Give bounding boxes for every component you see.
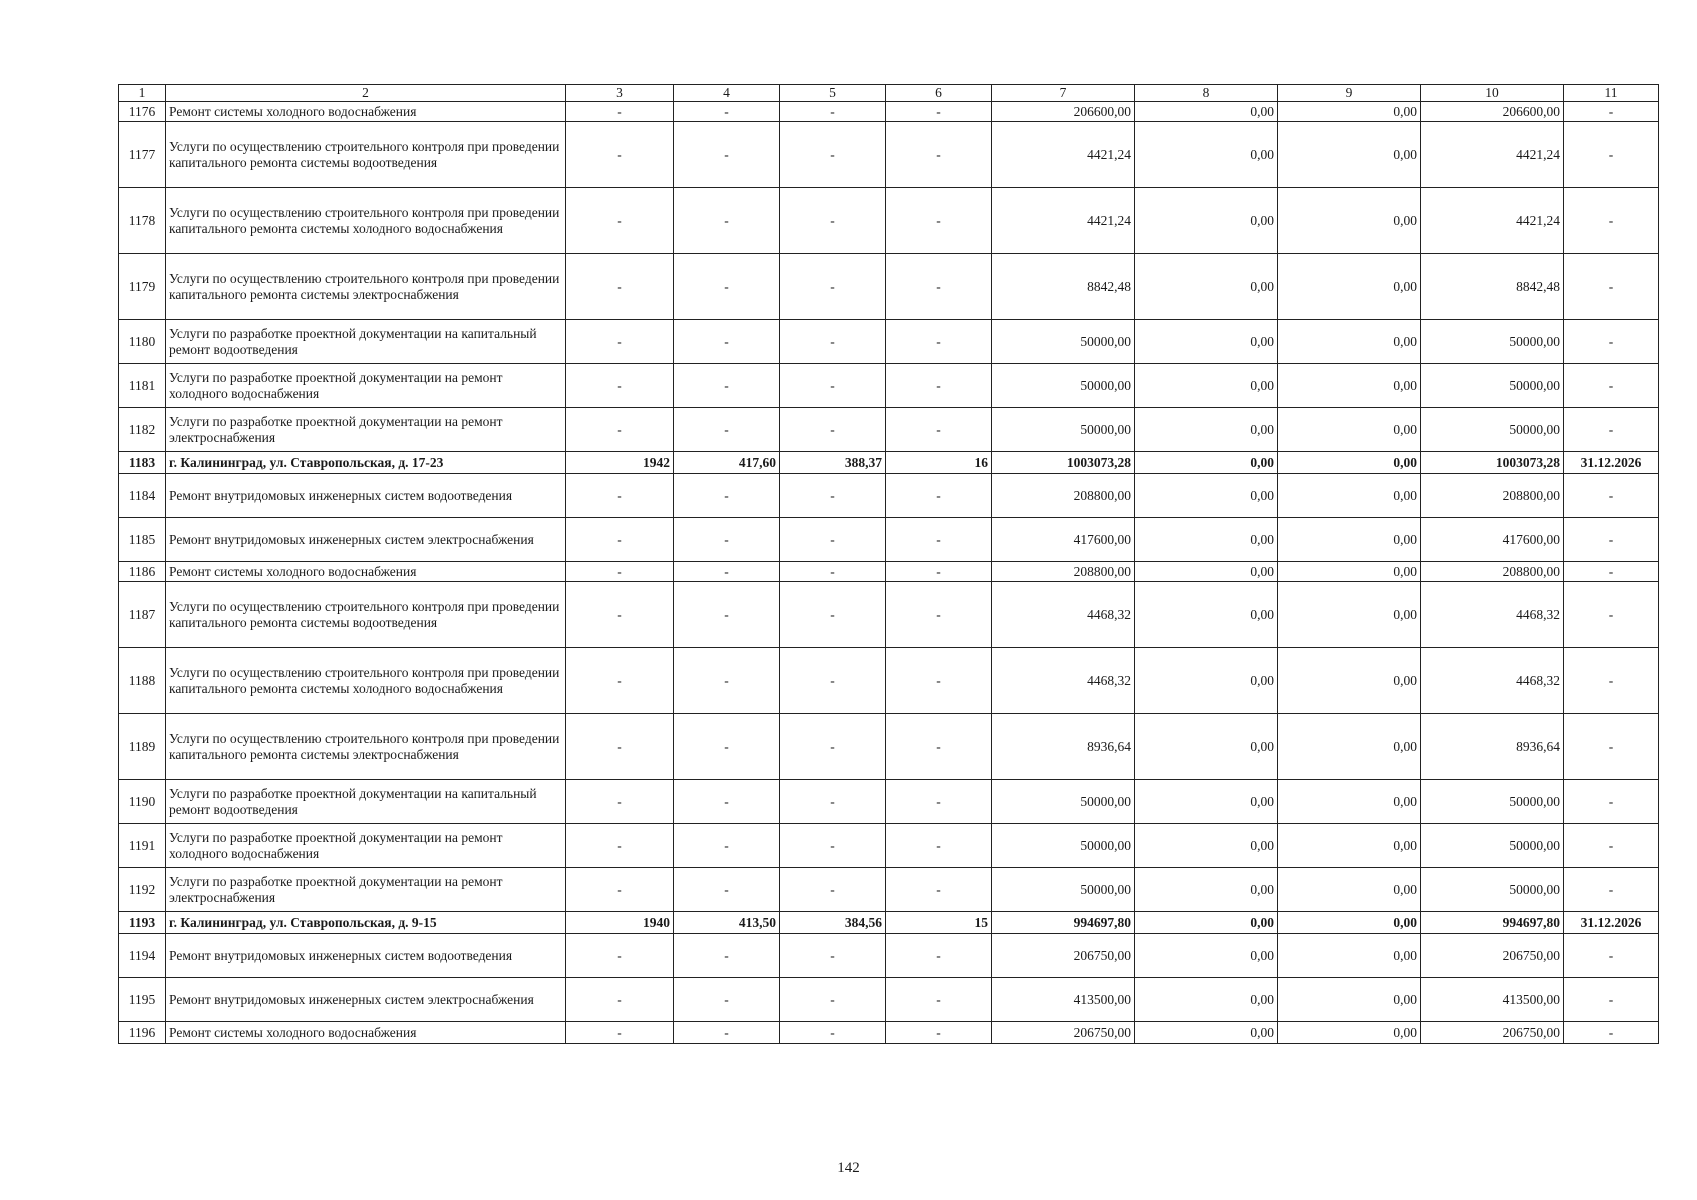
cell-fund-owners: 206600,00: [1421, 102, 1564, 122]
work-description: Услуги по осуществлению строительного контроля при проведении капитального ремонта системы электроснабжения: [166, 254, 566, 320]
table-row: [119, 408, 1659, 452]
cell-year-built: -: [566, 824, 674, 868]
cell-deadline: -: [1564, 562, 1659, 582]
cell-area-total: -: [674, 102, 780, 122]
cell-year-built: -: [566, 408, 674, 452]
row-number: 1196: [119, 1022, 166, 1044]
cell-total-cost: 4468,32: [992, 648, 1135, 714]
cell-residents: -: [886, 364, 992, 408]
cell-year-built: -: [566, 934, 674, 978]
cell-total-cost: 4421,24: [992, 188, 1135, 254]
cell-area-total: -: [674, 474, 780, 518]
cell-residents: -: [886, 824, 992, 868]
column-number: 9: [1278, 85, 1421, 102]
cell-deadline: -: [1564, 582, 1659, 648]
cell-total-cost: 4468,32: [992, 582, 1135, 648]
row-number: 1189: [119, 714, 166, 780]
cell-total-cost: 8936,64: [992, 714, 1135, 780]
cell-fund-regional: 0,00: [1278, 320, 1421, 364]
cell-fund-owners: 994697,80: [1421, 912, 1564, 934]
cell-area-total: 413,50: [674, 912, 780, 934]
cell-area-total: -: [674, 714, 780, 780]
cell-residents: -: [886, 582, 992, 648]
row-number: 1178: [119, 188, 166, 254]
cell-area-total: -: [674, 254, 780, 320]
cell-total-cost: 994697,80: [992, 912, 1135, 934]
cell-residents: -: [886, 978, 992, 1022]
cell-deadline: -: [1564, 254, 1659, 320]
cell-fund-regional: 0,00: [1278, 934, 1421, 978]
cell-deadline: -: [1564, 518, 1659, 562]
cell-deadline: -: [1564, 648, 1659, 714]
cell-total-cost: 50000,00: [992, 780, 1135, 824]
table-row: [119, 824, 1659, 868]
work-description: Ремонт внутридомовых инженерных систем электроснабжения: [166, 518, 566, 562]
cell-residents: -: [886, 1022, 992, 1044]
cell-fund-regional: 0,00: [1278, 868, 1421, 912]
cell-fund-owners: 1003073,28: [1421, 452, 1564, 474]
cell-fund-federal: 0,00: [1135, 978, 1278, 1022]
cell-fund-federal: 0,00: [1135, 320, 1278, 364]
cell-deadline: -: [1564, 364, 1659, 408]
cell-fund-owners: 50000,00: [1421, 408, 1564, 452]
cell-fund-regional: 0,00: [1278, 364, 1421, 408]
row-number: 1184: [119, 474, 166, 518]
cell-residents: -: [886, 254, 992, 320]
table-row: [119, 102, 1659, 122]
cell-area-residential: 384,56: [780, 912, 886, 934]
cell-deadline: -: [1564, 978, 1659, 1022]
cell-year-built: -: [566, 320, 674, 364]
cell-year-built: -: [566, 364, 674, 408]
cell-year-built: -: [566, 582, 674, 648]
table-row: [119, 934, 1659, 978]
cell-deadline: -: [1564, 780, 1659, 824]
row-number: 1177: [119, 122, 166, 188]
cell-area-total: -: [674, 582, 780, 648]
cell-year-built: -: [566, 102, 674, 122]
cell-residents: -: [886, 868, 992, 912]
column-number: 5: [780, 85, 886, 102]
work-description: Услуги по разработке проектной документации на капитальный ремонт водоотведения: [166, 320, 566, 364]
cell-area-total: -: [674, 934, 780, 978]
cell-area-total: -: [674, 648, 780, 714]
cell-fund-owners: 50000,00: [1421, 364, 1564, 408]
cell-total-cost: 50000,00: [992, 408, 1135, 452]
cell-fund-regional: 0,00: [1278, 518, 1421, 562]
column-number: 10: [1421, 85, 1564, 102]
address-row: [119, 452, 1659, 474]
cell-fund-federal: 0,00: [1135, 1022, 1278, 1044]
work-description: Ремонт внутридомовых инженерных систем водоотведения: [166, 474, 566, 518]
cell-area-total: -: [674, 562, 780, 582]
column-number-row: [119, 85, 1659, 102]
cell-deadline: -: [1564, 1022, 1659, 1044]
row-number: 1193: [119, 912, 166, 934]
cell-fund-federal: 0,00: [1135, 868, 1278, 912]
cell-fund-federal: 0,00: [1135, 518, 1278, 562]
cell-residents: -: [886, 934, 992, 978]
column-number: 3: [566, 85, 674, 102]
work-description: Ремонт системы холодного водоснабжения: [166, 562, 566, 582]
cell-fund-regional: 0,00: [1278, 254, 1421, 320]
register-table: [118, 84, 1659, 1044]
work-description: Услуги по осуществлению строительного контроля при проведении капитального ремонта системы холодного водоснабжения: [166, 648, 566, 714]
cell-fund-federal: 0,00: [1135, 934, 1278, 978]
cell-fund-owners: 208800,00: [1421, 474, 1564, 518]
cell-total-cost: 50000,00: [992, 824, 1135, 868]
cell-residents: -: [886, 320, 992, 364]
work-description: Услуги по осуществлению строительного контроля при проведении капитального ремонта системы водоотведения: [166, 582, 566, 648]
cell-fund-federal: 0,00: [1135, 122, 1278, 188]
page-number: 142: [837, 1160, 860, 1176]
column-number: 2: [166, 85, 566, 102]
cell-area-residential: -: [780, 364, 886, 408]
cell-fund-regional: 0,00: [1278, 562, 1421, 582]
work-description: Ремонт внутридомовых инженерных систем водоотведения: [166, 934, 566, 978]
cell-residents: -: [886, 474, 992, 518]
work-description: Услуги по разработке проектной документации на капитальный ремонт водоотведения: [166, 780, 566, 824]
cell-total-cost: 50000,00: [992, 364, 1135, 408]
cell-residents: -: [886, 102, 992, 122]
cell-total-cost: 50000,00: [992, 320, 1135, 364]
column-number: 4: [674, 85, 780, 102]
cell-year-built: -: [566, 474, 674, 518]
table-row: [119, 474, 1659, 518]
cell-fund-regional: 0,00: [1278, 582, 1421, 648]
cell-fund-owners: 50000,00: [1421, 780, 1564, 824]
cell-fund-regional: 0,00: [1278, 780, 1421, 824]
cell-area-residential: -: [780, 582, 886, 648]
cell-area-residential: -: [780, 254, 886, 320]
row-number: 1176: [119, 102, 166, 122]
cell-year-built: 1940: [566, 912, 674, 934]
cell-year-built: -: [566, 780, 674, 824]
cell-fund-federal: 0,00: [1135, 474, 1278, 518]
cell-deadline: -: [1564, 934, 1659, 978]
cell-fund-federal: 0,00: [1135, 102, 1278, 122]
cell-year-built: -: [566, 1022, 674, 1044]
cell-fund-owners: 413500,00: [1421, 978, 1564, 1022]
cell-year-built: -: [566, 562, 674, 582]
cell-deadline: -: [1564, 102, 1659, 122]
work-description: г. Калининград, ул. Ставропольская, д. 17-23: [166, 452, 566, 474]
cell-fund-federal: 0,00: [1135, 364, 1278, 408]
cell-fund-owners: 8936,64: [1421, 714, 1564, 780]
cell-fund-owners: 50000,00: [1421, 868, 1564, 912]
work-description: Услуги по осуществлению строительного контроля при проведении капитального ремонта системы электроснабжения: [166, 714, 566, 780]
cell-area-total: -: [674, 780, 780, 824]
cell-deadline: -: [1564, 824, 1659, 868]
cell-fund-federal: 0,00: [1135, 780, 1278, 824]
column-number: 8: [1135, 85, 1278, 102]
cell-deadline: -: [1564, 474, 1659, 518]
cell-area-residential: -: [780, 188, 886, 254]
cell-total-cost: 206600,00: [992, 102, 1135, 122]
cell-area-residential: -: [780, 518, 886, 562]
cell-year-built: -: [566, 518, 674, 562]
row-number: 1191: [119, 824, 166, 868]
cell-area-total: 417,60: [674, 452, 780, 474]
cell-total-cost: 8842,48: [992, 254, 1135, 320]
column-number: 11: [1564, 85, 1659, 102]
cell-deadline: -: [1564, 714, 1659, 780]
cell-year-built: -: [566, 648, 674, 714]
row-number: 1192: [119, 868, 166, 912]
row-number: 1188: [119, 648, 166, 714]
row-number: 1187: [119, 582, 166, 648]
work-description: Услуги по разработке проектной документации на ремонт холодного водоснабжения: [166, 364, 566, 408]
cell-area-residential: -: [780, 934, 886, 978]
cell-residents: -: [886, 648, 992, 714]
table-row: [119, 978, 1659, 1022]
cell-fund-federal: 0,00: [1135, 408, 1278, 452]
cell-total-cost: 417600,00: [992, 518, 1135, 562]
row-number: 1182: [119, 408, 166, 452]
cell-year-built: -: [566, 714, 674, 780]
table-row: [119, 868, 1659, 912]
table-row: [119, 714, 1659, 780]
cell-year-built: -: [566, 978, 674, 1022]
work-description: Услуги по разработке проектной документации на ремонт холодного водоснабжения: [166, 824, 566, 868]
cell-area-residential: -: [780, 868, 886, 912]
cell-deadline: -: [1564, 320, 1659, 364]
cell-area-total: -: [674, 122, 780, 188]
column-number: 6: [886, 85, 992, 102]
cell-fund-federal: 0,00: [1135, 562, 1278, 582]
table-row: [119, 188, 1659, 254]
cell-fund-federal: 0,00: [1135, 254, 1278, 320]
work-description: Услуги по разработке проектной документации на ремонт электроснабжения: [166, 408, 566, 452]
row-number: 1181: [119, 364, 166, 408]
cell-area-total: -: [674, 188, 780, 254]
table-row: [119, 122, 1659, 188]
cell-area-residential: -: [780, 474, 886, 518]
work-description: Ремонт системы холодного водоснабжения: [166, 102, 566, 122]
cell-fund-regional: 0,00: [1278, 714, 1421, 780]
cell-fund-federal: 0,00: [1135, 648, 1278, 714]
cell-total-cost: 206750,00: [992, 934, 1135, 978]
row-number: 1195: [119, 978, 166, 1022]
cell-residents: -: [886, 122, 992, 188]
row-number: 1180: [119, 320, 166, 364]
cell-fund-owners: 417600,00: [1421, 518, 1564, 562]
cell-area-residential: -: [780, 1022, 886, 1044]
cell-fund-federal: 0,00: [1135, 582, 1278, 648]
row-number: 1183: [119, 452, 166, 474]
table-row: [119, 648, 1659, 714]
cell-area-residential: -: [780, 320, 886, 364]
cell-residents: 15: [886, 912, 992, 934]
work-description: Ремонт внутридомовых инженерных систем электроснабжения: [166, 978, 566, 1022]
cell-residents: 16: [886, 452, 992, 474]
row-number: 1179: [119, 254, 166, 320]
cell-area-residential: -: [780, 648, 886, 714]
cell-year-built: -: [566, 868, 674, 912]
cell-area-total: -: [674, 518, 780, 562]
cell-fund-regional: 0,00: [1278, 824, 1421, 868]
cell-area-residential: -: [780, 714, 886, 780]
cell-fund-regional: 0,00: [1278, 408, 1421, 452]
cell-total-cost: 50000,00: [992, 868, 1135, 912]
table-row: [119, 562, 1659, 582]
cell-fund-owners: 206750,00: [1421, 934, 1564, 978]
work-description: Услуги по разработке проектной документации на ремонт электроснабжения: [166, 868, 566, 912]
cell-fund-regional: 0,00: [1278, 102, 1421, 122]
cell-deadline: -: [1564, 408, 1659, 452]
cell-residents: -: [886, 714, 992, 780]
row-number: 1190: [119, 780, 166, 824]
address-row: [119, 912, 1659, 934]
register-sheet: [118, 84, 1658, 1044]
table-row: [119, 1022, 1659, 1044]
cell-year-built: -: [566, 188, 674, 254]
cell-fund-owners: 8842,48: [1421, 254, 1564, 320]
cell-area-total: -: [674, 320, 780, 364]
cell-residents: -: [886, 562, 992, 582]
cell-total-cost: 206750,00: [992, 1022, 1135, 1044]
table-row: [119, 364, 1659, 408]
cell-year-built: 1942: [566, 452, 674, 474]
cell-fund-owners: 50000,00: [1421, 320, 1564, 364]
cell-fund-owners: 4421,24: [1421, 122, 1564, 188]
column-number: 7: [992, 85, 1135, 102]
cell-fund-regional: 0,00: [1278, 912, 1421, 934]
cell-area-total: -: [674, 978, 780, 1022]
row-number: 1194: [119, 934, 166, 978]
cell-fund-regional: 0,00: [1278, 188, 1421, 254]
cell-residents: -: [886, 518, 992, 562]
cell-fund-federal: 0,00: [1135, 912, 1278, 934]
cell-fund-regional: 0,00: [1278, 474, 1421, 518]
row-number: 1185: [119, 518, 166, 562]
cell-fund-owners: 4468,32: [1421, 648, 1564, 714]
cell-year-built: -: [566, 254, 674, 320]
cell-fund-regional: 0,00: [1278, 978, 1421, 1022]
cell-residents: -: [886, 408, 992, 452]
cell-area-residential: -: [780, 978, 886, 1022]
cell-deadline: -: [1564, 868, 1659, 912]
cell-area-total: -: [674, 868, 780, 912]
cell-fund-regional: 0,00: [1278, 122, 1421, 188]
work-description: г. Калининград, ул. Ставропольская, д. 9-15: [166, 912, 566, 934]
cell-fund-federal: 0,00: [1135, 452, 1278, 474]
work-description: Ремонт системы холодного водоснабжения: [166, 1022, 566, 1044]
cell-fund-owners: 208800,00: [1421, 562, 1564, 582]
cell-total-cost: 4421,24: [992, 122, 1135, 188]
cell-area-residential: -: [780, 562, 886, 582]
cell-area-residential: -: [780, 408, 886, 452]
table-row: [119, 780, 1659, 824]
cell-area-total: -: [674, 824, 780, 868]
cell-area-residential: -: [780, 780, 886, 824]
work-description: Услуги по осуществлению строительного контроля при проведении капитального ремонта системы холодного водоснабжения: [166, 188, 566, 254]
cell-residents: -: [886, 188, 992, 254]
table-row: [119, 320, 1659, 364]
cell-fund-owners: 50000,00: [1421, 824, 1564, 868]
cell-total-cost: 413500,00: [992, 978, 1135, 1022]
cell-deadline: 31.12.2026: [1564, 912, 1659, 934]
cell-fund-owners: 4468,32: [1421, 582, 1564, 648]
cell-area-residential: 388,37: [780, 452, 886, 474]
cell-fund-owners: 4421,24: [1421, 188, 1564, 254]
cell-year-built: -: [566, 122, 674, 188]
cell-fund-federal: 0,00: [1135, 188, 1278, 254]
cell-fund-regional: 0,00: [1278, 648, 1421, 714]
cell-fund-regional: 0,00: [1278, 452, 1421, 474]
cell-area-total: -: [674, 1022, 780, 1044]
work-description: Услуги по осуществлению строительного контроля при проведении капитального ремонта системы водоотведения: [166, 122, 566, 188]
cell-area-residential: -: [780, 824, 886, 868]
cell-fund-federal: 0,00: [1135, 714, 1278, 780]
cell-area-total: -: [674, 408, 780, 452]
cell-deadline: -: [1564, 188, 1659, 254]
cell-fund-owners: 206750,00: [1421, 1022, 1564, 1044]
column-number: 1: [119, 85, 166, 102]
cell-area-residential: -: [780, 102, 886, 122]
cell-fund-federal: 0,00: [1135, 824, 1278, 868]
cell-total-cost: 208800,00: [992, 474, 1135, 518]
cell-residents: -: [886, 780, 992, 824]
table-row: [119, 582, 1659, 648]
cell-area-residential: -: [780, 122, 886, 188]
cell-deadline: -: [1564, 122, 1659, 188]
cell-deadline: 31.12.2026: [1564, 452, 1659, 474]
cell-fund-regional: 0,00: [1278, 1022, 1421, 1044]
cell-area-total: -: [674, 364, 780, 408]
cell-total-cost: 1003073,28: [992, 452, 1135, 474]
cell-total-cost: 208800,00: [992, 562, 1135, 582]
row-number: 1186: [119, 562, 166, 582]
table-row: [119, 254, 1659, 320]
table-row: [119, 518, 1659, 562]
